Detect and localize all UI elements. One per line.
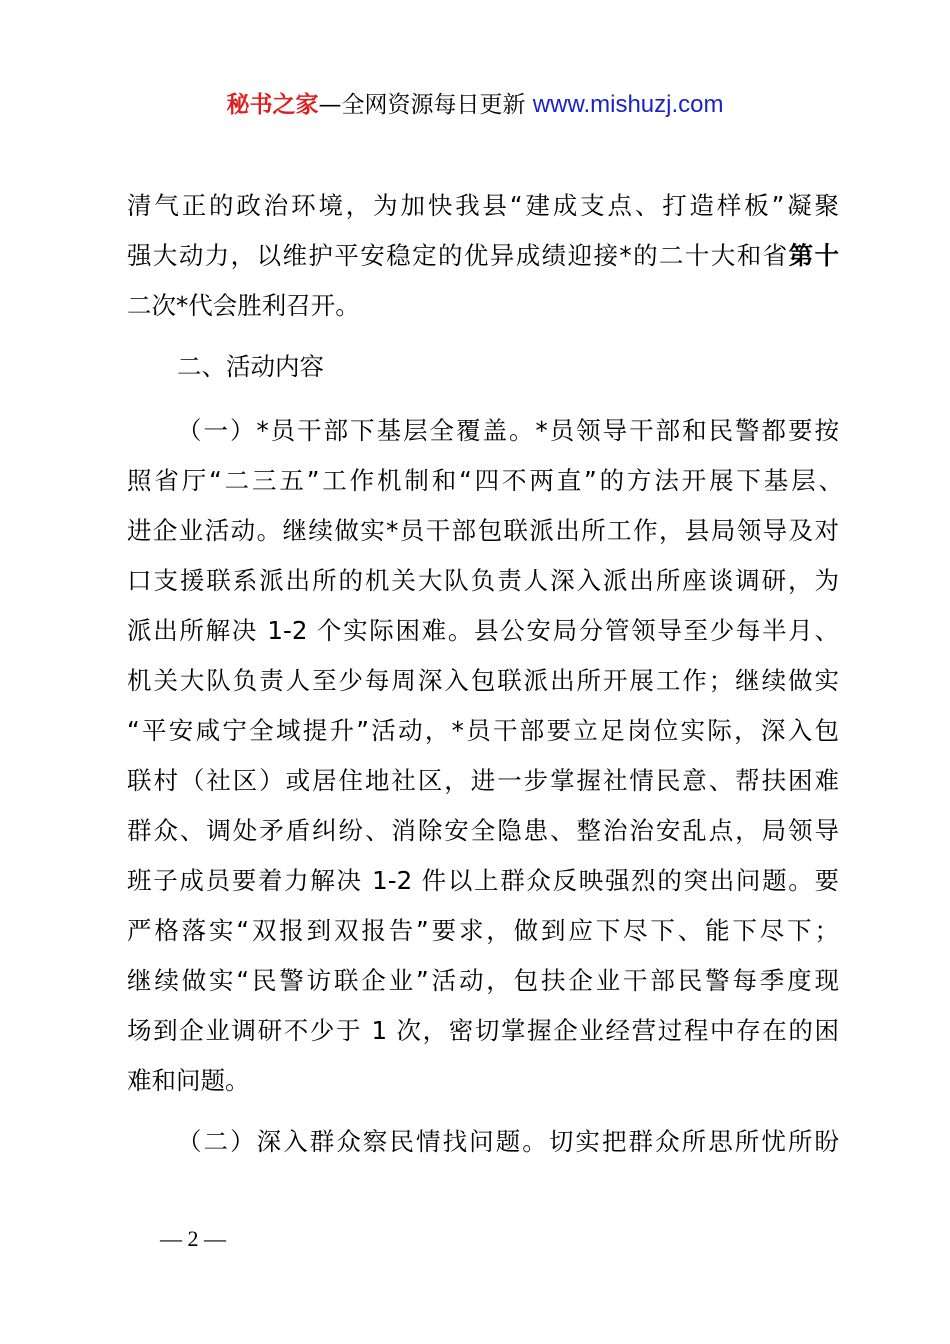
paragraph-line: 照省厅“二三五”工作机制和“四不两直”的方法开展下基层、 (127, 466, 843, 495)
paragraph-line: （一）*员干部下基层全覆盖。*员领导干部和民警都要按 (177, 416, 839, 445)
paragraph-line: 群众、调处矛盾纠纷、消除安全隐患、整治治安乱点，局领导 (127, 816, 839, 845)
paragraph-line: 强大动力，以维护平安稳定的优异成绩迎接*的二十大和省第十 (127, 241, 839, 270)
paragraph-line: “平安咸宁全域提升”活动，*员干部要立足岗位实际，深入包 (127, 716, 839, 745)
paragraph-line: 联村（社区）或居住地社区，进一步掌握社情民意、帮扶困难 (127, 766, 839, 795)
paragraph-line: 班子成员要着力解决 1-2 件以上群众反映强烈的突出问题。要 (127, 866, 839, 895)
paragraph-line: 进企业活动。继续做实*员干部包联派出所工作，县局领导及对 (127, 516, 839, 545)
brand-name: 秘书之家 (226, 92, 319, 118)
section-heading: 二、活动内容 (177, 352, 324, 381)
paragraph-line: 机关大队负责人至少每周深入包联派出所开展工作；继续做实 (127, 666, 839, 695)
paragraph-line: 口支援联系派出所的机关大队负责人深入派出所座谈调研，为 (127, 566, 839, 595)
page-number: — 2 — (160, 1226, 226, 1251)
site-header (0, 88, 950, 122)
header-tagline: —全网资源每日更新 (318, 92, 533, 118)
paragraph-line: 严格落实“双报到双报告”要求，做到应下尽下、能下尽下； (127, 916, 839, 945)
paragraph-line: （二）深入群众察民情找问题。切实把群众所思所忧所盼 (177, 1127, 839, 1156)
site-url-link[interactable]: www.mishuzj.com (532, 91, 724, 118)
paragraph-line: 难和问题。 (127, 1066, 250, 1095)
paragraph-line: 继续做实“民警访联企业”活动，包扶企业干部民警每季度现 (127, 966, 839, 995)
bold-text: 第十 (788, 241, 839, 270)
paragraph-line: 清气正的政治环境，为加快我县“建成支点、打造样板”凝聚 (127, 191, 839, 220)
paragraph-line: 场到企业调研不少于 1 次，密切掌握企业经营过程中存在的困 (127, 1016, 839, 1045)
paragraph-line: 派出所解决 1-2 个实际困难。县公安局分管领导至少每半月、 (127, 616, 839, 645)
paragraph-line: 二次*代会胜利召开。 (127, 291, 360, 320)
